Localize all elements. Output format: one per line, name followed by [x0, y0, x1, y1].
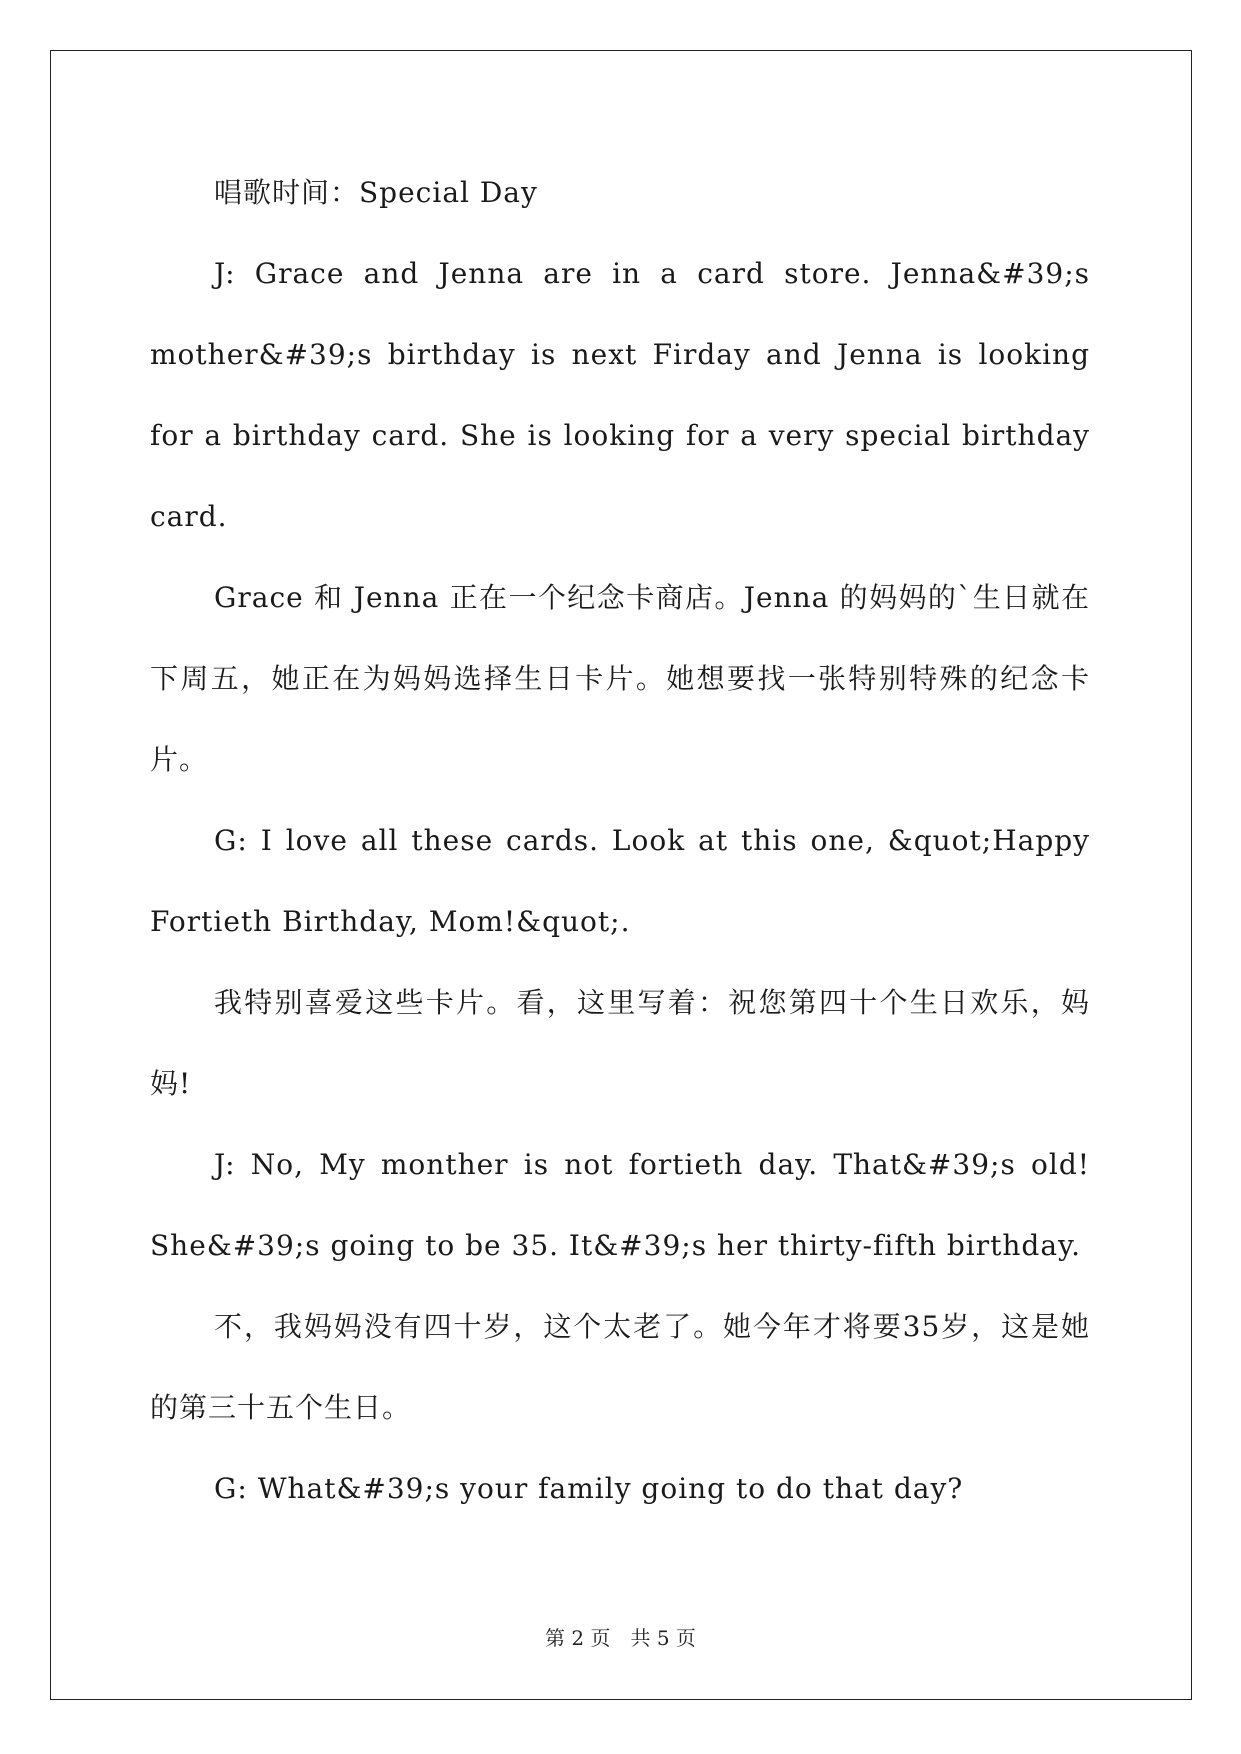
page-number-footer: 第 2 页 共 5 页	[545, 1626, 696, 1650]
paragraph: J: No, My monther is not fortieth day. That&#39;s old! She&#39;s going to be 35. It&#39;s her thirty-fifth birthday.	[150, 1148, 1090, 1262]
paragraph: J: Grace and Jenna are in a card store. Jenna&#39;s mother&#39;s birthday is next Firday and Jenna is looking for a birthday card. She is looking for a very special birthday card.	[150, 257, 1090, 533]
paragraph: G: I love all these cards. Look at this one, &quot;Happy Fortieth Birthday, Mom!&quot;.	[150, 824, 1090, 938]
paragraph: Grace 和 Jenna 正在一个纪念卡商店。Jenna 的妈妈的`生日就在下周五，她正在为妈妈选择生日卡片。她想要找一张特别特殊的纪念卡片。	[150, 581, 1090, 776]
paragraph: 唱歌时间：Special Day	[214, 176, 538, 209]
paragraph: G: What&#39;s your family going to do that day?	[214, 1472, 964, 1505]
paragraph: 我特别喜爱这些卡片。看，这里写着：祝您第四十个生日欢乐，妈妈!	[150, 986, 1090, 1100]
paragraph: 不，我妈妈没有四十岁，这个太老了。她今年才将要35岁，这是她的第三十五个生日。	[150, 1310, 1090, 1424]
